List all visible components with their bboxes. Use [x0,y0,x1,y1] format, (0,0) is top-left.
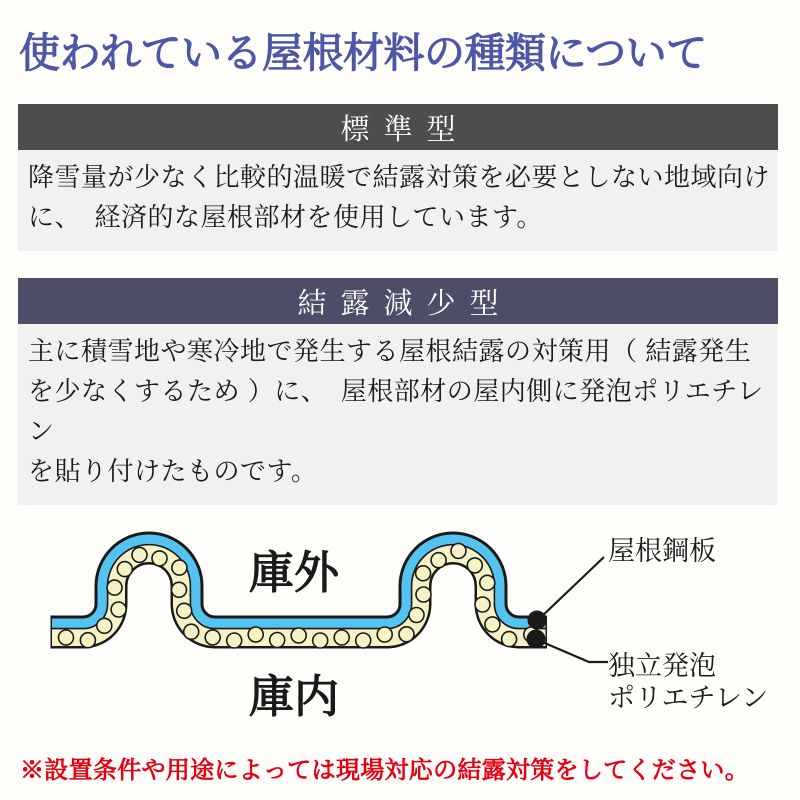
foam-bubble [475,597,490,612]
foam-bubble [313,633,328,648]
section-standard-type [18,104,778,251]
outside-label: 庫外 [249,547,340,598]
foam-bubble [117,562,132,577]
foam-bubble [431,553,446,568]
foam-bubble [377,627,392,642]
body-text-line: に、 経済的な屋根部材を使用しています。 [28,202,543,232]
foam-bubble [227,633,242,648]
foam-bubble [334,630,349,645]
body-text-line: 降雪量が少なく比較的温暖で結露対策を必要としない地域向け [28,162,771,192]
foam-bubble [132,547,147,562]
foam-bubble [270,633,285,648]
foam-marker-dot [527,630,546,649]
section-body-condensation [18,324,778,505]
foam-bubble [480,575,495,590]
foam-bubble [248,627,263,642]
foam-label-line1: 独立発泡 [608,651,716,681]
foam-bubble [59,630,74,645]
foam-bubble [80,633,95,648]
steel-leader-line [539,557,604,619]
section-body-standard [18,150,778,251]
steel-plate-label: 屋根鋼板 [608,536,716,566]
foam-bubble [152,551,167,566]
foam-bubble [451,543,466,558]
foam-bubble [409,608,424,623]
foam-leader-line [540,641,608,662]
foam-bubble [502,632,517,647]
foam-bubble [416,566,431,581]
foam-bubble [467,558,482,573]
foam-bubble [485,617,500,632]
foam-bubble [416,587,431,602]
foam-bubble [107,580,122,595]
body-text-line: を少なくするため ）に、 屋根部材の屋内側に発泡ポリエチレン [28,376,764,446]
foam-bubble [356,633,371,648]
page-title: 使われている屋根材料の種類について [19,29,707,77]
body-text-line: を貼り付けたものです。 [28,456,318,486]
section-header-condensation: 結露減少型 [18,278,778,324]
foam-bubble [205,630,220,645]
foam-bubble [172,560,187,575]
section-header-standard: 標準型 [18,104,778,150]
footnote-warning: ※設置条件や用途によっては現場対応の結露対策をしてください。 [20,757,749,784]
foam-bubble [399,627,414,642]
steel-marker-dot [528,611,547,630]
foam-bubble [291,628,306,643]
foam-bubble [97,618,112,633]
roof-cross-section-diagram [0,480,800,750]
section-condensation-reduced-type [18,278,778,505]
body-text-line: 主に積雪地や寒冷地で発生する屋根結露の対策用（ 結露発生 [28,336,752,366]
foam-bubble [111,602,126,617]
foam-bubble [172,582,187,597]
callouts [527,557,609,662]
foam-bubble [184,624,199,639]
inside-label: 庫内 [249,671,340,722]
foam-label-line2: ポリエチレン [608,683,769,713]
foam-bubble [177,603,192,618]
